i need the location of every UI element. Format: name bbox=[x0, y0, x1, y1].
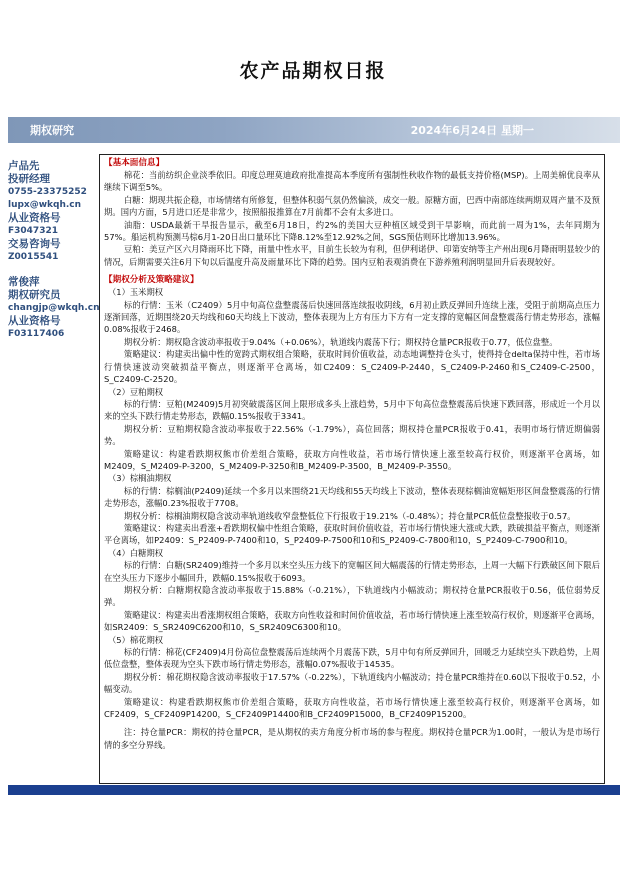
author-info-line: F03117406 bbox=[8, 329, 65, 339]
subsection-heading: （2）豆粕期权 bbox=[108, 386, 164, 397]
subsection-heading: （1）玉米期权 bbox=[108, 287, 164, 298]
banner-category: 期权研究 bbox=[30, 124, 74, 137]
paragraph: 标的行情：豆粕(M2409)5月初突破震荡区间上限形成多头上涨趋势，5月中下旬高位盘整震荡后快速下跌回落，形成近一个月以来的空头下跌行情走势形态，跌幅0.15%报收于3341。 bbox=[104, 398, 600, 422]
author-info-line: 期权研究员 bbox=[8, 289, 61, 301]
paragraph: 期权分析：白糖期权隐含波动率报收于15.88%（-0.21%），下轨道线内小幅波动；期权持仓量PCR报收于0.56，低位弱势反弹。 bbox=[104, 585, 600, 608]
paragraph: 标的行情：棉花(CF2409)4月份高位盘整震荡后连续两个月震荡下跌，5月中旬有所反弹回升，回暖乏力延续空头下跌趋势，上周低位盘整，整体表现为空头下跌市场行情走势形态，涨幅0.07%报收于14535。 bbox=[104, 647, 600, 670]
author-info-line: 从业资格号 bbox=[8, 315, 61, 327]
banner-date: 2024年6月24日 星期一 bbox=[410, 124, 534, 137]
paragraph: 期权分析：棉花期权隐含波动率报收于17.57%（-0.22%），下轨道线内小幅波动；持仓量PCR维持在0.60以下报收于0.52，小幅变动。 bbox=[104, 671, 600, 695]
section-heading: 【基本面信息】 bbox=[104, 158, 165, 168]
paragraph: 策略建议：构建卖出偏中性的宽跨式期权组合策略，获取时间价值收益，动态地调整持仓头寸，使得持仓delta保持中性，若市场行情快速波动突破损益平衡点，则逐渐平仓离场，如C2409：S_C2409-P-2440，S_C2409-P-2460和S_C2409-C-2500，S_C2409-C-2520。 bbox=[104, 349, 600, 385]
paragraph: 策略建议：构建看跌期权熊市价差组合策略，获取方向性收益，若市场行情快速上涨至较高行权价，则逐渐平仓离场，如M2409，S_M2409-P-3200，S_M2409-P-3250和B_M2409-P-3500，B_M2409-P-3550。 bbox=[104, 448, 600, 471]
paragraph: 期权分析：期权隐含波动率报收于9.04%（+0.06%），轨道线内震荡下行；期权持仓量PCR报收于0.77，低位盘整。 bbox=[123, 336, 558, 347]
subsection-heading: （3）棕榈油期权 bbox=[108, 473, 172, 484]
author-info-line: 从业资格号 bbox=[8, 212, 61, 224]
author-info-line: changjp@wkqh.cn bbox=[8, 303, 100, 313]
paragraph: 期权分析：豆粕期权隐含波动率报收于22.56%（-1.79%），高位回落；期权持仓量PCR报收于0.41，表明市场行情近期偏弱势。 bbox=[104, 423, 600, 447]
paragraph: 豆粕：美豆产区六月降雨环比下降，雨量中性水平，目前生长较为有利，但伊利诺伊、印第安纳等主产州出现6月降雨明显较少的情况，后期需要关注6月下旬以后温度升高及雨量环比下降的趋势。国内豆粕表观消费在下游养殖利润明显回升后表现较好。 bbox=[104, 244, 600, 267]
author-info-line: 卢品先 bbox=[8, 160, 40, 172]
author-info-line: Z0015541 bbox=[8, 252, 59, 262]
paragraph: 策略建议：构建看跌期权熊市价差组合策略，获取方向性收益，若市场行情快速上涨至较高行权价，则逐渐平仓离场，如CF2409，S_CF2409P14200，S_CF2409P14400和B_CF2409P15000，B_CF2409P15200。 bbox=[104, 696, 600, 720]
author-info-line: 投研经理 bbox=[8, 173, 50, 185]
report-body bbox=[99, 154, 605, 784]
paragraph: 油脂：USDA最新干旱报告显示，截至6月18日，约2%的美国大豆种植区域受到干旱影响，而此前一周为1%，去年同期为57%。船运机构预测马棕6月1-20日出口量环比下降8.12%至12.92%之间，SGS预估则环比增加13.96%。 bbox=[104, 219, 600, 243]
paragraph: 注：持仓量PCR：期权的持仓量PCR，是从期权的卖方角度分析市场的参与程度。期权持仓量PCR为1.00时，一般认为是市场行情的多空分界线。 bbox=[104, 727, 600, 750]
report-title: 农产品期权日报 bbox=[239, 60, 387, 82]
subsection-heading: （5）棉花期权 bbox=[108, 634, 164, 645]
report-banner bbox=[8, 117, 620, 143]
paragraph: 棉花：当前纺织企业淡季依旧。印度总理莫迪政府批准提高本季度所有强制性秋收作物的最低支持价格(MSP)。上周美棉优良率从继续下调至5%。 bbox=[104, 170, 600, 193]
author-info-line: 常俊萍 bbox=[8, 276, 40, 288]
footer-bar bbox=[8, 785, 620, 795]
paragraph: 期权分析：棕榈油期权隐含波动率轨道线收窄盘整低位下行报收于19.21%（-0.48%）；持仓量PCR低位盘整报收于0.57。 bbox=[123, 510, 576, 521]
subsection-heading: （4）白糖期权 bbox=[108, 547, 164, 558]
author-info-line: 交易咨询号 bbox=[8, 238, 61, 250]
section-heading: 【期权分析及策略建议】 bbox=[104, 275, 199, 286]
paragraph: 策略建议：构建卖出看涨+看跌期权偏中性组合策略，获取时间价值收益，若市场行情快速大涨或大跌，跌破损益平衡点，则逐渐平仓离场，如P2409：S_P2409-P-7400和10，S_P2409-P-7500和10和S_P2409-C-7800和10，S_P2409-C-7900和10。 bbox=[104, 522, 600, 546]
paragraph: 策略建议：构建卖出看涨期权组合策略，获取方向性收益和时间价值收益，若市场行情快速上涨至较高行权价，则逐渐平仓离场，如SR2409：S_SR2409C6200和10，S_SR2409C6300和10。 bbox=[104, 609, 600, 633]
author-info-line: 0755-23375252 bbox=[8, 187, 87, 197]
paragraph: 标的行情：棕榈油(P2409)延续一个多月以来围绕21天均线和55天均线上下波动，整体表现棕榈油宽幅矩形区间盘整震荡的行情走势形态，涨幅0.23%报收于7708。 bbox=[104, 485, 600, 509]
paragraph: 标的行情：玉米（C2409）5月中旬高位盘整震荡后快速回落连续报收阴线，6月初止跌反弹回升连续上涨，受阻于前期高点压力逐渐回落，近期围绕20天均线和60天均线上下波动，整体表现为上方有压力下方有一定支撑的宽幅区间盘整震荡行情走势形态，涨幅0.08%报收于2468。 bbox=[104, 299, 600, 335]
author-info-line: lupx@wkqh.cn bbox=[8, 200, 82, 210]
author-info-line: F3047321 bbox=[8, 226, 58, 236]
paragraph: 标的行情：白糖(SR2409)维持一个多月以来空头压力线下的宽幅区间大幅震荡的行情走势形态，上周一大幅下行跌破区间下限后在空头压力下逐步小幅回升，跌幅0.15%报收于6093。 bbox=[104, 560, 600, 583]
sidebar-spacer bbox=[8, 264, 98, 276]
paragraph: 白糖：期现共振企稳，市场情绪有所修复，但整体积弱气氛仍然偏淡，成交一般。原糖方面，巴西中南部连续两期双周产量不及预期。国内方面，5月进口还是非常少，按照船报推算在7月前都不会有太多进口。 bbox=[104, 194, 600, 218]
author-sidebar bbox=[8, 160, 98, 341]
